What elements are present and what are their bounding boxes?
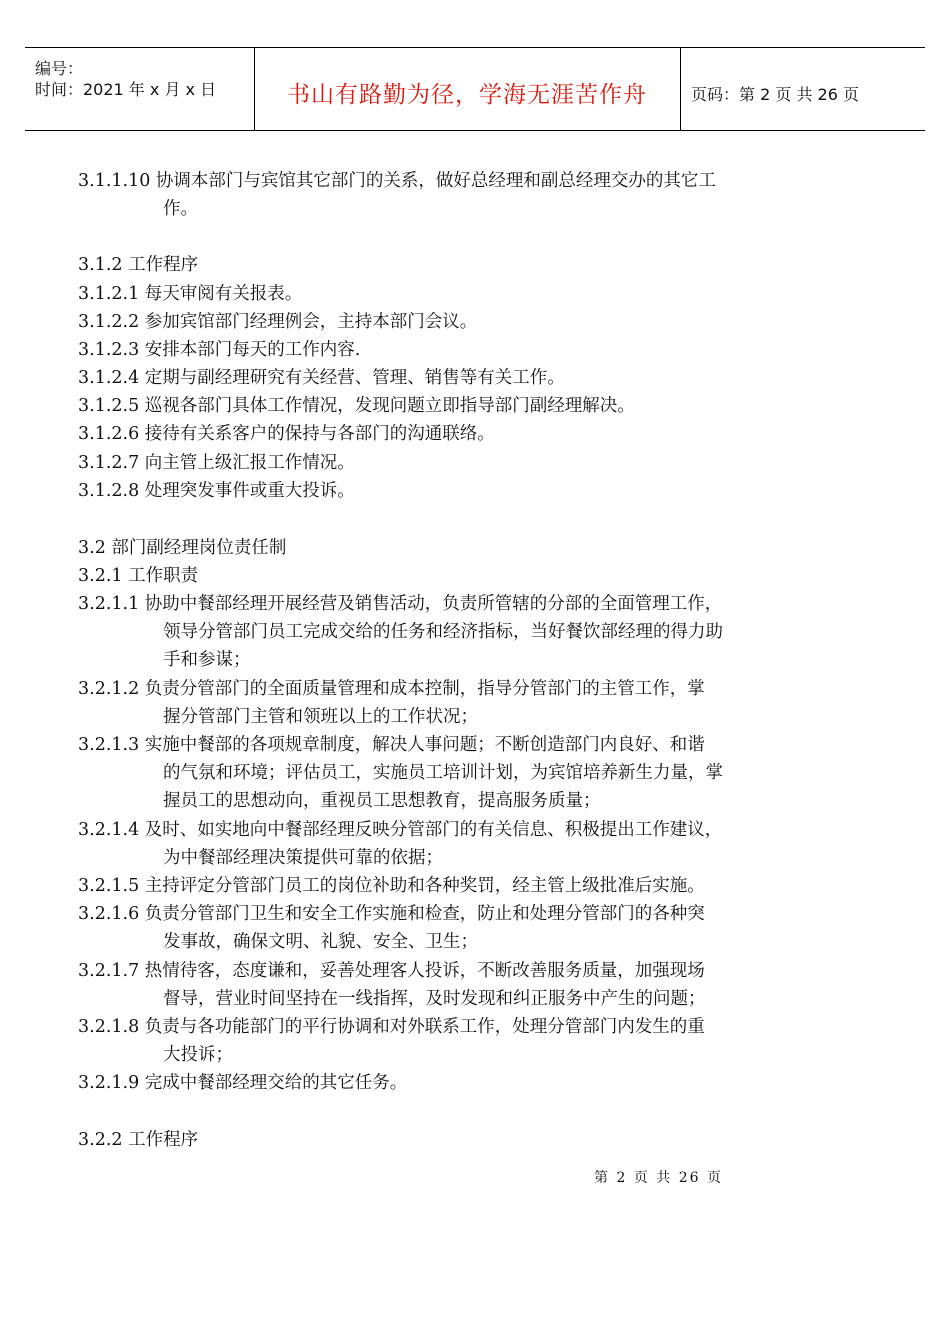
page-code: 页码：第 2 页 共 26 页 [691, 85, 859, 104]
clause-3-2-1-5: 3.2.1.5 主持评定分管部门员工的岗位补助和各种奖罚，经主管上级批准后实施。 [78, 876, 705, 896]
clause-3-1-2-5: 3.1.2.5 巡视各部门具体工作情况，发现问题立即指导部门副经理解决。 [78, 396, 635, 416]
section-3-2-2-heading: 3.2.2 工作程序 [78, 1130, 199, 1150]
clause-3-2-1-1: 3.2.1.1 协助中餐部经理开展经营及销售活动，负责所管辖的分部的全面管理工作， [78, 594, 723, 614]
clause-3-1-2-6: 3.1.2.6 接待有关系客户的保持与各部门的沟通联络。 [78, 424, 495, 444]
page-footer: 第 2 页 共 26 页 [594, 1170, 723, 1186]
clause-3-1-2-4: 3.1.2.4 定期与副经理研究有关经营、管理、销售等有关工作。 [78, 368, 565, 388]
serial-number-label: 编号： [35, 59, 84, 78]
clause-3-2-1-8-cont: 大投诉； [163, 1045, 233, 1065]
clause-3-2-1-3: 3.2.1.3 实施中餐部的各项规章制度，解决人事问题；不断创造部门内良好、和谐 [78, 735, 705, 755]
date-label: 时间：2021 年 x 月 x 日 [35, 80, 217, 99]
clause-3-2-1-3-cont: 的气氛和环境；评估员工，实施员工培训计划，为宾馆培养新生力量，掌 [163, 763, 723, 783]
clause-3-1-2-3: 3.1.2.3 安排本部门每天的工作内容. [78, 340, 361, 360]
clause-3-1-1-10-cont: 作。 [163, 199, 198, 219]
clause-3-2-1-2: 3.2.1.2 负责分管部门的全面质量管理和成本控制，指导分管部门的主管工作，掌 [78, 679, 705, 699]
clause-3-2-1-2-cont: 握分管部门主管和领班以上的工作状况； [163, 707, 478, 727]
header-page-cell [680, 48, 925, 130]
clause-3-2-1-9: 3.2.1.9 完成中餐部经理交给的其它任务。 [78, 1073, 408, 1093]
clause-3-1-2-8: 3.1.2.8 处理突发事件或重大投诉。 [78, 481, 355, 501]
clause-3-2-1-8: 3.2.1.8 负责与各功能部门的平行协调和对外联系工作，处理分管部门内发生的重 [78, 1017, 705, 1037]
header-meta-cell [25, 48, 255, 130]
section-3-2-1-heading: 3.2.1 工作职责 [78, 566, 199, 586]
clause-3-2-1-7-cont: 督导，营业时间坚持在一线指挥，及时发现和纠正服务中产生的问题； [163, 989, 706, 1009]
clause-3-2-1-7: 3.2.1.7 热情待客，态度谦和，妥善处理客人投诉，不断改善服务质量，加强现场 [78, 961, 705, 981]
clause-3-2-1-6: 3.2.1.6 负责分管部门卫生和安全工作实施和检查，防止和处理分管部门的各种突 [78, 904, 705, 924]
header-motto-cell [254, 48, 681, 130]
clause-3-1-1-10: 3.1.1.10 协调本部门与宾馆其它部门的关系，做好总经理和副总经理交办的其它工 [78, 171, 716, 191]
section-3-2-heading: 3.2 部门副经理岗位责任制 [78, 538, 287, 558]
clause-3-2-1-1-cont: 领导分管部门员工完成交给的任务和经济指标，当好餐饮部经理的得力助 [163, 622, 723, 642]
clause-3-2-1-1-cont: 手和参谋； [163, 650, 251, 670]
section-3-1-2-heading: 3.1.2 工作程序 [78, 255, 199, 275]
clause-3-2-1-3-cont: 握员工的思想动向，重视员工思想教育，提高服务质量； [163, 791, 601, 811]
page-header [25, 47, 925, 131]
clause-3-2-1-4-cont: 为中餐部经理决策提供可靠的依据； [163, 848, 443, 868]
clause-3-1-2-2: 3.1.2.2 参加宾馆部门经理例会，主持本部门会议。 [78, 312, 478, 332]
clause-3-1-2-1: 3.1.2.1 每天审阅有关报表。 [78, 284, 303, 304]
clause-3-1-2-7: 3.1.2.7 向主管上级汇报工作情况。 [78, 453, 355, 473]
clause-3-2-1-6-cont: 发事故，确保文明、礼貌、安全、卫生； [163, 932, 478, 952]
clause-3-2-1-4: 3.2.1.4 及时、如实地向中餐部经理反映分管部门的有关信息、积极提出工作建议， [78, 820, 723, 840]
motto: 书山有路勤为径，学海无涯苦作舟 [287, 82, 647, 108]
